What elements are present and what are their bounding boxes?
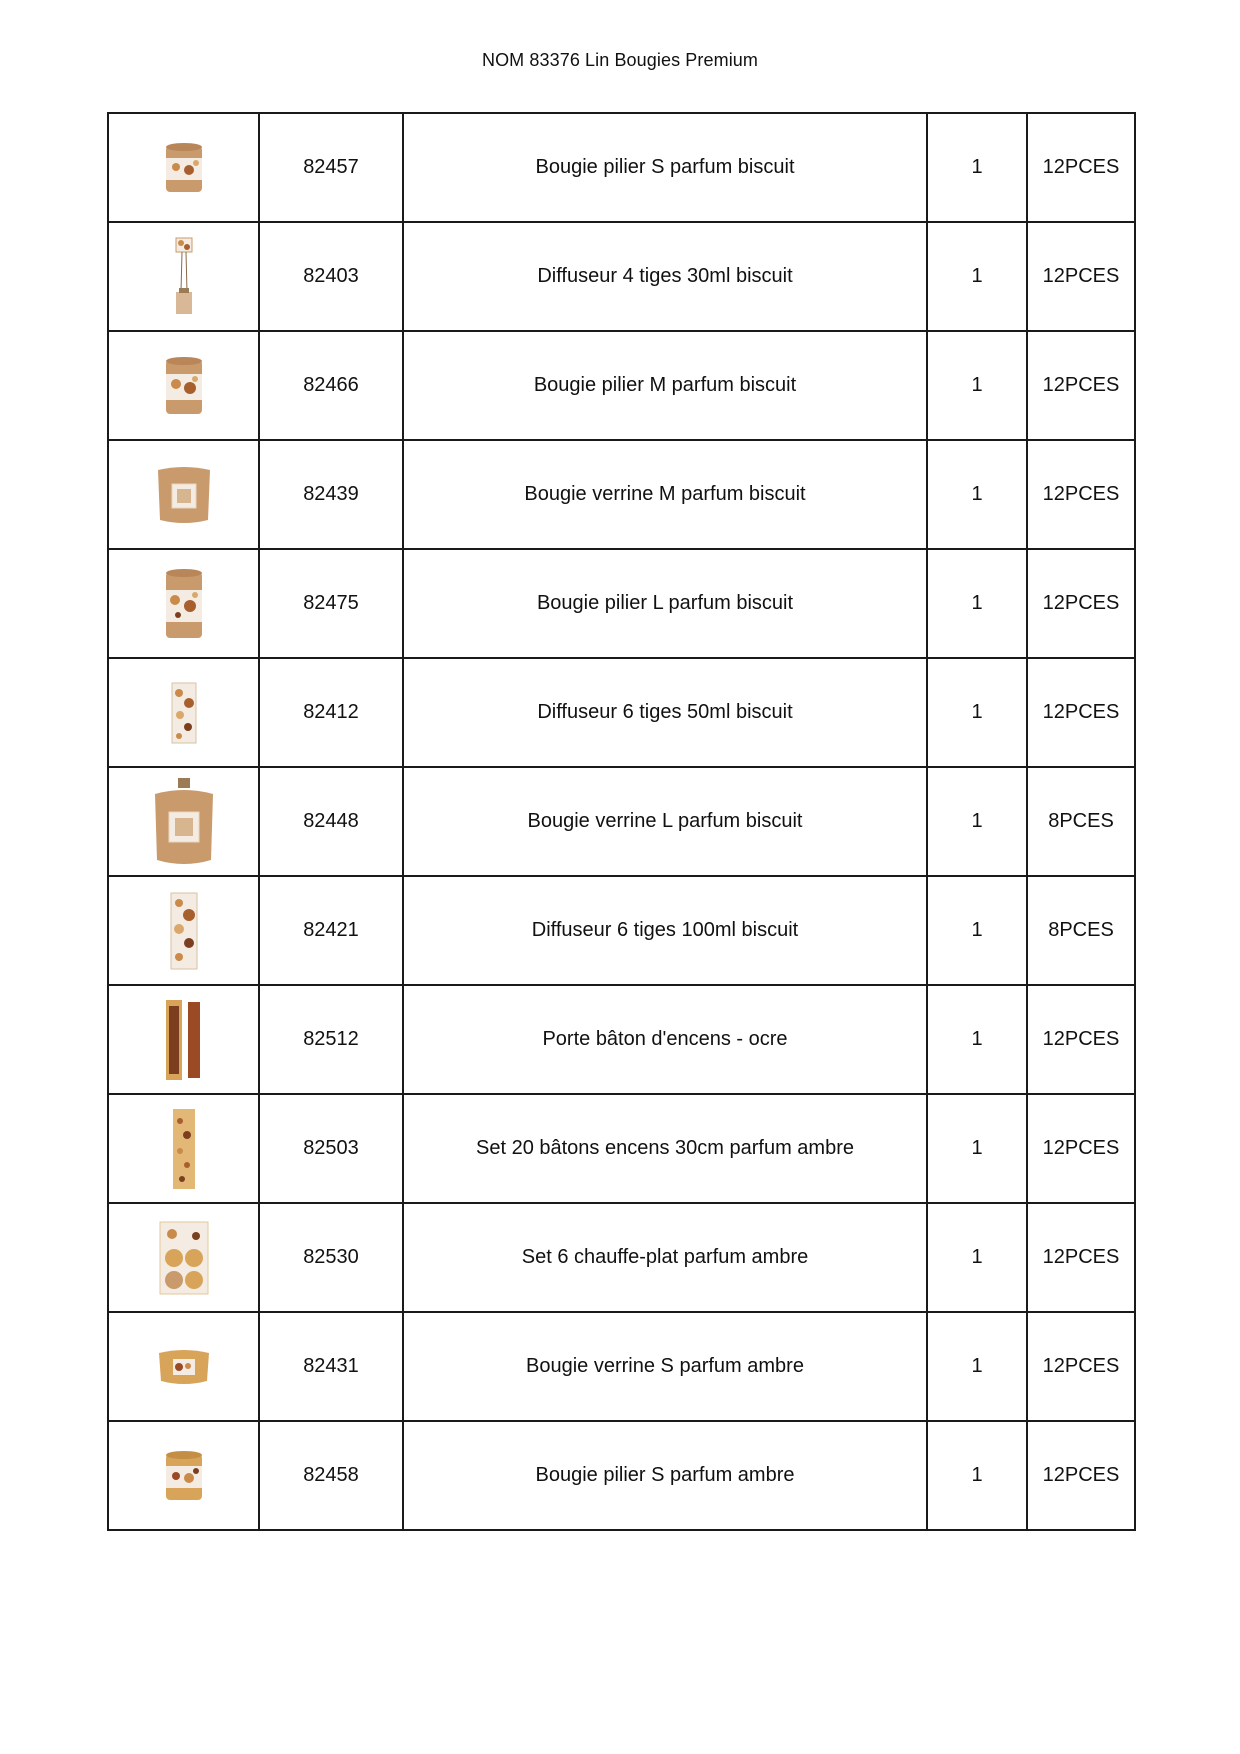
incense-holder-icon [162,998,206,1082]
ref-cell: 82475 [259,549,403,658]
product-image-cell [108,1203,259,1312]
table-row [108,658,1135,767]
table-row [108,1094,1135,1203]
pack-cell: 12PCES [1027,1203,1135,1312]
table-row [108,1312,1135,1421]
description-cell: Set 20 bâtons encens 30cm parfum ambre [403,1094,927,1203]
pack-cell: 12PCES [1027,331,1135,440]
pack-cell: 12PCES [1027,1421,1135,1530]
product-table [107,112,1136,1531]
product-image-cell [108,1421,259,1530]
ref-cell: 82403 [259,222,403,331]
ref-cell: 82530 [259,1203,403,1312]
product-image-cell [108,1312,259,1421]
pack-cell: 12PCES [1027,1312,1135,1421]
ref-cell: 82431 [259,1312,403,1421]
product-image-cell [108,1094,259,1203]
table-row [108,985,1135,1094]
table-row [108,1203,1135,1312]
ref-cell: 82466 [259,331,403,440]
product-image-cell [108,658,259,767]
description-cell: Diffuseur 6 tiges 50ml biscuit [403,658,927,767]
pack-cell: 12PCES [1027,222,1135,331]
pack-cell: 12PCES [1027,1094,1135,1203]
product-image-cell [108,113,259,222]
description-cell: Bougie verrine M parfum biscuit [403,440,927,549]
quantity-cell: 1 [927,1421,1027,1530]
quantity-cell: 1 [927,113,1027,222]
tealight-set-icon [158,1220,210,1296]
diffuser-box-medium-icon [170,681,198,745]
pack-cell: 12PCES [1027,549,1135,658]
page-title: NOM 83376 Lin Bougies Premium [481,50,759,70]
description-cell: Porte bâton d'encens - ocre [403,985,927,1094]
description-cell: Set 6 chauffe-plat parfum ambre [403,1203,927,1312]
product-image-cell [108,331,259,440]
glass-candle-small-icon [155,1347,213,1387]
ref-cell: 82503 [259,1094,403,1203]
description-cell: Bougie pilier M parfum biscuit [403,331,927,440]
table-row [108,767,1135,876]
table-row [108,222,1135,331]
ref-cell: 82421 [259,876,403,985]
reed-diffuser-small-icon [171,236,197,318]
pillar-candle-large-icon [162,566,206,642]
ref-cell: 82412 [259,658,403,767]
pack-cell: 8PCES [1027,876,1135,985]
description-cell: Diffuseur 6 tiges 100ml biscuit [403,876,927,985]
product-image-cell [108,767,259,876]
quantity-cell: 1 [927,985,1027,1094]
pillar-candle-small-icon [162,140,206,196]
quantity-cell: 1 [927,222,1027,331]
product-image-cell [108,876,259,985]
quantity-cell: 1 [927,1312,1027,1421]
ref-cell: 82448 [259,767,403,876]
table-row [108,876,1135,985]
description-cell: Bougie pilier S parfum ambre [403,1421,927,1530]
product-image-cell [108,440,259,549]
ref-cell: 82439 [259,440,403,549]
glass-candle-large-icon [151,776,217,868]
table-row [108,113,1135,222]
ref-cell: 82512 [259,985,403,1094]
pack-cell: 12PCES [1027,985,1135,1094]
product-image-cell [108,985,259,1094]
table-row [108,1421,1135,1530]
glass-candle-medium-icon [154,464,214,526]
pillar-candle-medium-icon [162,354,206,418]
pack-cell: 12PCES [1027,658,1135,767]
description-cell: Bougie pilier L parfum biscuit [403,549,927,658]
quantity-cell: 1 [927,1094,1027,1203]
quantity-cell: 1 [927,549,1027,658]
pack-cell: 12PCES [1027,440,1135,549]
product-image-cell [108,222,259,331]
quantity-cell: 1 [927,876,1027,985]
table-row [108,549,1135,658]
quantity-cell: 1 [927,767,1027,876]
description-cell: Bougie pilier S parfum biscuit [403,113,927,222]
quantity-cell: 1 [927,1203,1027,1312]
quantity-cell: 1 [927,440,1027,549]
quantity-cell: 1 [927,331,1027,440]
diffuser-box-large-icon [169,891,199,971]
description-cell: Diffuseur 4 tiges 30ml biscuit [403,222,927,331]
description-cell: Bougie verrine L parfum biscuit [403,767,927,876]
ref-cell: 82457 [259,113,403,222]
table-row [108,440,1135,549]
pillar-candle-small-amber-icon [162,1448,206,1504]
incense-sticks-box-icon [171,1107,197,1191]
product-image-cell [108,549,259,658]
pack-cell: 8PCES [1027,767,1135,876]
table-row [108,331,1135,440]
pack-cell: 12PCES [1027,113,1135,222]
ref-cell: 82458 [259,1421,403,1530]
quantity-cell: 1 [927,658,1027,767]
description-cell: Bougie verrine S parfum ambre [403,1312,927,1421]
